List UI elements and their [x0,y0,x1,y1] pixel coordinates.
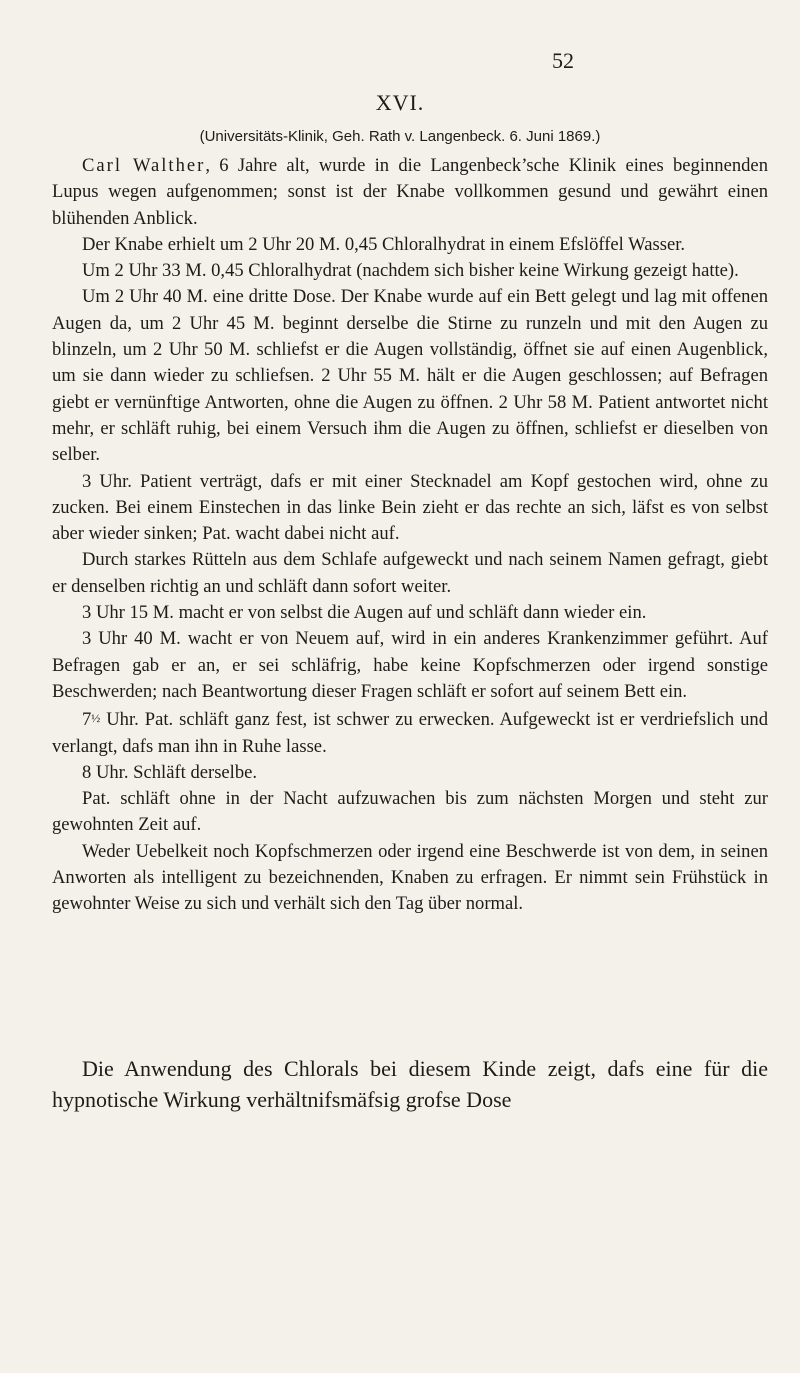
page-number: 52 [552,48,574,73]
paragraph-5: 3 Uhr. Patient verträgt, dafs er mit einer Stecknadel am Kopf gestochen wird, ohne zu zucken. Bei einem Einstechen in das linke Bein zieht er das rechte an sich, läfst es von selbst aber wieder sinken; Pat. wacht dabei nicht auf. [52,470,768,545]
paragraph-13: Die Anwendung des Chlorals bei diesem Kinde zeigt, dafs eine für die hypnotische Wirkung verhältnifsmäfsig grofse Dose [52,1056,768,1112]
paragraph-8: 3 Uhr 40 M. wacht er von Neuem auf, wird in ein anderes Krankenzimmer geführt. Auf Befragen gab er an, er sei schläfrig, habe keine Kopfschmerzen oder irgend sonstige Beschwerden; nach Beantwortung dieser Fragen schläft er sofort auf seinem Bett ein. [52,628,768,702]
time-whole: 7 [82,709,92,731]
paragraph-10: 8 Uhr. Schläft derselbe. [82,761,258,783]
paragraph-6: Durch starkes Rütteln aus dem Schlafe aufgeweckt und nach seinem Namen gefragt, giebt er denselben richtig an und schläft dann sofort weiter. [52,549,768,597]
paragraph-2: Der Knabe erhielt um 2 Uhr 20 M. 0,45 Chloralhydrat in einem Efslöffel Wasser. [82,233,686,255]
time-fraction: ½ [91,711,101,726]
paragraph-7: 3 Uhr 15 M. macht er von selbst die Augen auf und schläft dann wieder ein. [82,602,647,624]
section-title: XVI. [375,90,425,115]
paragraph-9-text: Uhr. Pat. schläft ganz fest, ist schwer zu erwecken. Aufgeweckt ist er verdriefslich und verlangt, dafs man ihn in Ruhe lasse. [52,709,768,757]
paragraph-11: Pat. schläft ohne in der Nacht aufzuwachen bis zum nächsten Morgen und steht zur gewohnten Zeit auf. [52,788,768,836]
paragraph-9 [52,705,768,760]
paragraph-12: Weder Uebelkeit noch Kopfschmerzen oder irgend eine Beschwerde ist von dem, in seinen Anworten als intelligent zu bezeichnenden, Knaben zu erfragen. Er nimmt sein Frühstück in gewohnter Weise zu sich und verhält sich den Tag über normal. [52,840,768,915]
paragraph-1-text: , 6 Jahre alt, wurde in die Langenbeck’sche Klinik eines beginnenden Lupus wegen aufgenommen; sonst ist der Knabe vollkommen gesund und gewährt einen blühenden Anblick. [52,155,768,229]
patient-name: Carl Walther [82,155,206,176]
paragraph-4: Um 2 Uhr 40 M. eine dritte Dose. Der Knabe wurde auf ein Bett gelegt und lag mit offenen Augen da, um 2 Uhr 45 M. beginnt derselbe die Stirne zu runzeln und mit den Augen zu blinzeln, um 2 Uhr 50 M. schliefst er die Augen vollständig, öffnet sie auf einen Augenblick, um sie dann wieder zu schliefsen. 2 Uhr 55 M. hält er die Augen geschlossen; auf Befragen giebt er vernünftige Antworten, ohne die Augen zu öffnen. 2 Uhr 58 M. Patient antwortet nicht mehr, er schläft ruhig, bei einem Versuch ihm die Augen zu öffnen, schliefst er dieselben von selber. [52,286,768,466]
case-report-body [52,153,768,918]
source-line: (Universitäts-Klinik, Geh. Rath v. Langenbeck. 6. Juni 1869.) [199,128,601,145]
conclusion-block [52,1053,768,1115]
paragraph-1 [52,153,768,232]
paragraph-3: Um 2 Uhr 33 M. 0,45 Chloralhydrat (nachdem sich bisher keine Wirkung gezeigt hatte). [82,260,739,282]
